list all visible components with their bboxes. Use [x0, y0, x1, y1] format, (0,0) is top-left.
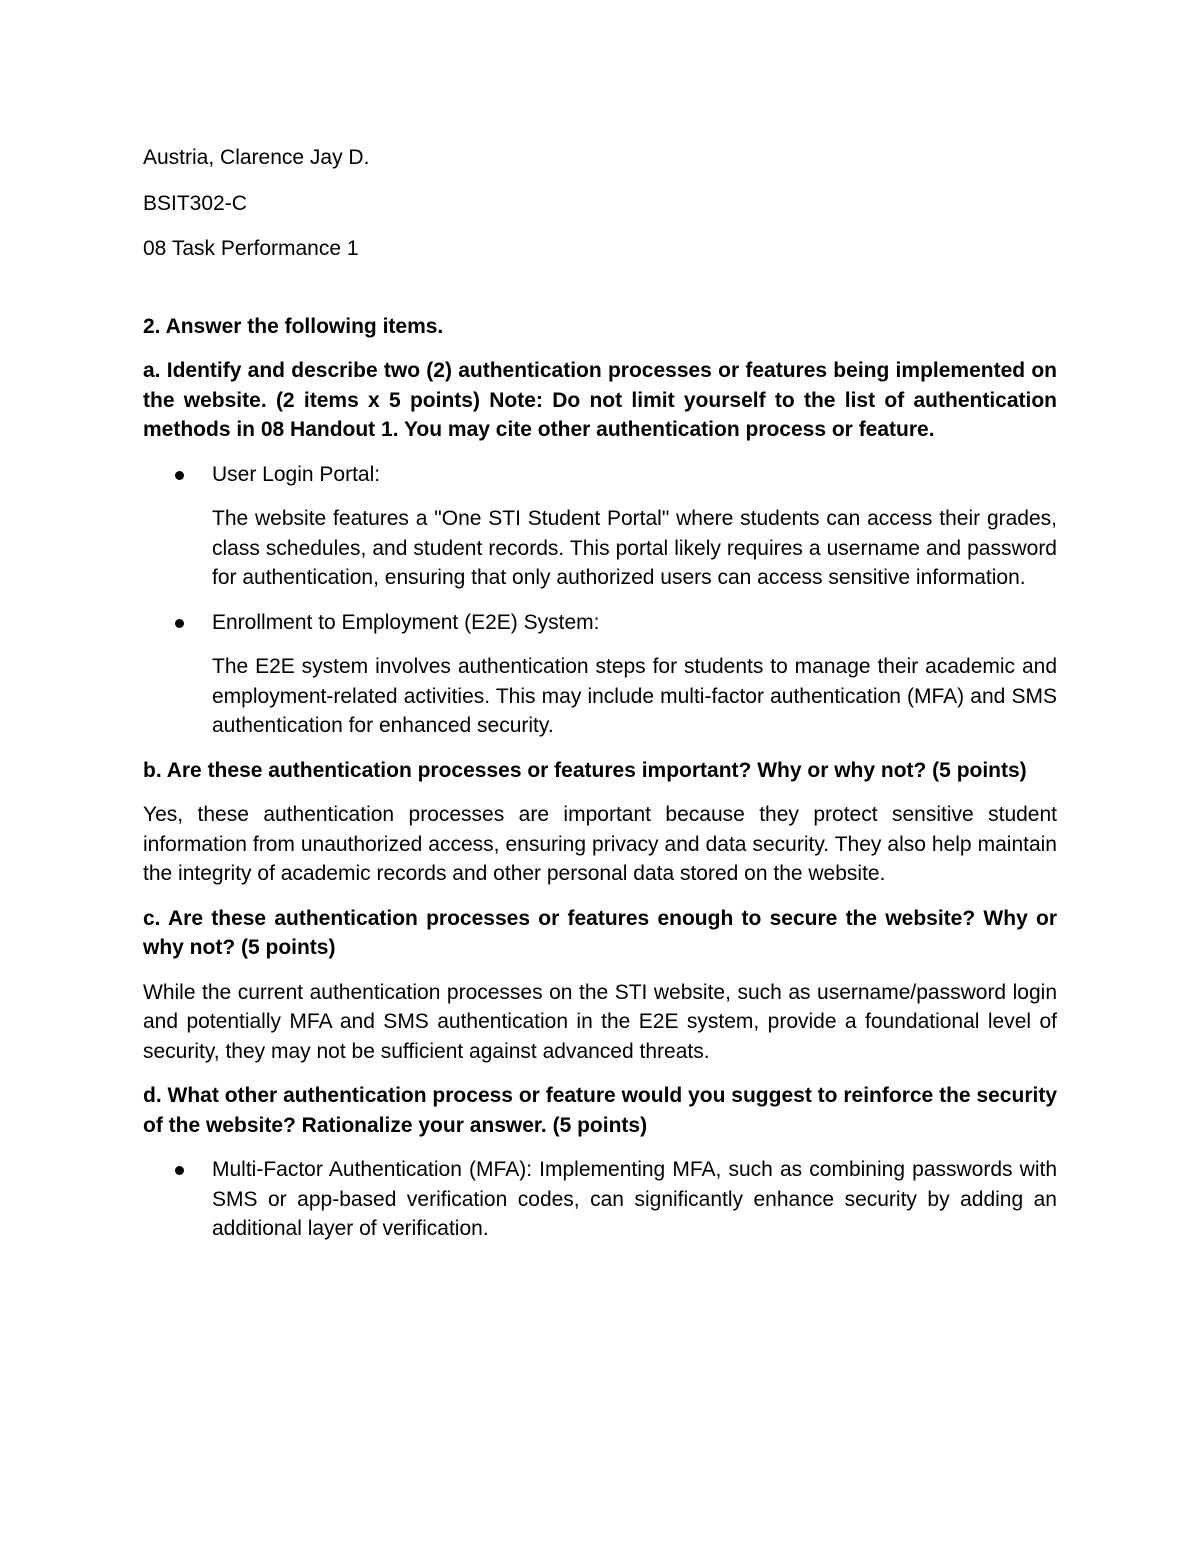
question-b-prompt: b. Are these authentication processes or features important? Why or why not? (5 points)	[143, 758, 1027, 782]
student-section: BSIT302-C	[143, 191, 247, 215]
question-c-answer: While the current authentication processes on the STI website, such as username/password login and potentially MFA and SMS authentication in the E2E system, provide a foundational level of security, they may not be sufficient against advanced threats.	[143, 980, 1057, 1063]
question-d-item-1	[143, 1155, 1057, 1244]
item-title: User Login Portal:	[212, 462, 381, 486]
item-description: The E2E system involves authentication steps for students to manage their academic and employment-related activities. This may include multi-factor authentication (MFA) and SMS authentication for enhanced security.	[212, 655, 1057, 737]
question-a-item-1-description-block	[143, 504, 1057, 593]
spacer	[143, 264, 1057, 312]
question-a-item-1	[143, 460, 1057, 490]
item-title: Enrollment to Employment (E2E) System:	[212, 610, 600, 634]
question-a-prompt: a. Identify and describe two (2) authentication processes or features being implemented on the website. (2 items x 5 points) Note: Do not limit yourself to the list of authentication methods in 08 Handout 1. You may cite other authentication process or feature.	[143, 359, 1057, 441]
bullet-icon	[175, 619, 184, 628]
item-text: Multi-Factor Authentication (MFA): Implementing MFA, such as combining passwords with SMS or app-based verification codes, can significantly enhance security by adding an additional layer of verification.	[212, 1158, 1057, 1240]
bullet-icon	[175, 471, 184, 480]
student-name: Austria, Clarence Jay D.	[143, 146, 370, 169]
question-c-prompt: c. Are these authentication processes or features enough to secure the website? Why or why not? (5 points)	[143, 906, 1057, 959]
question-b-answer: Yes, these authentication processes are important because they protect sensitive student information from unauthorized access, ensuring privacy and data security. They also help maintain the integrity of academic records and other personal data stored on the website.	[143, 803, 1057, 885]
instruction-heading: 2. Answer the following items.	[143, 314, 444, 338]
question-a-item-2-description-block	[143, 652, 1057, 741]
bullet-icon	[175, 1166, 184, 1175]
question-a-item-2	[143, 608, 1057, 638]
question-d-prompt: d. What other authentication process or feature would you suggest to reinforce the security of the website? Rationalize your answer. (5 points)	[143, 1084, 1057, 1137]
item-description: The website features a "One STI Student Portal" where students can access their grades, class schedules, and student records. This portal likely requires a username and password for authentication, ensuring that only authorized users can access sensitive information.	[212, 507, 1057, 589]
task-title: 08 Task Performance 1	[143, 237, 359, 260]
